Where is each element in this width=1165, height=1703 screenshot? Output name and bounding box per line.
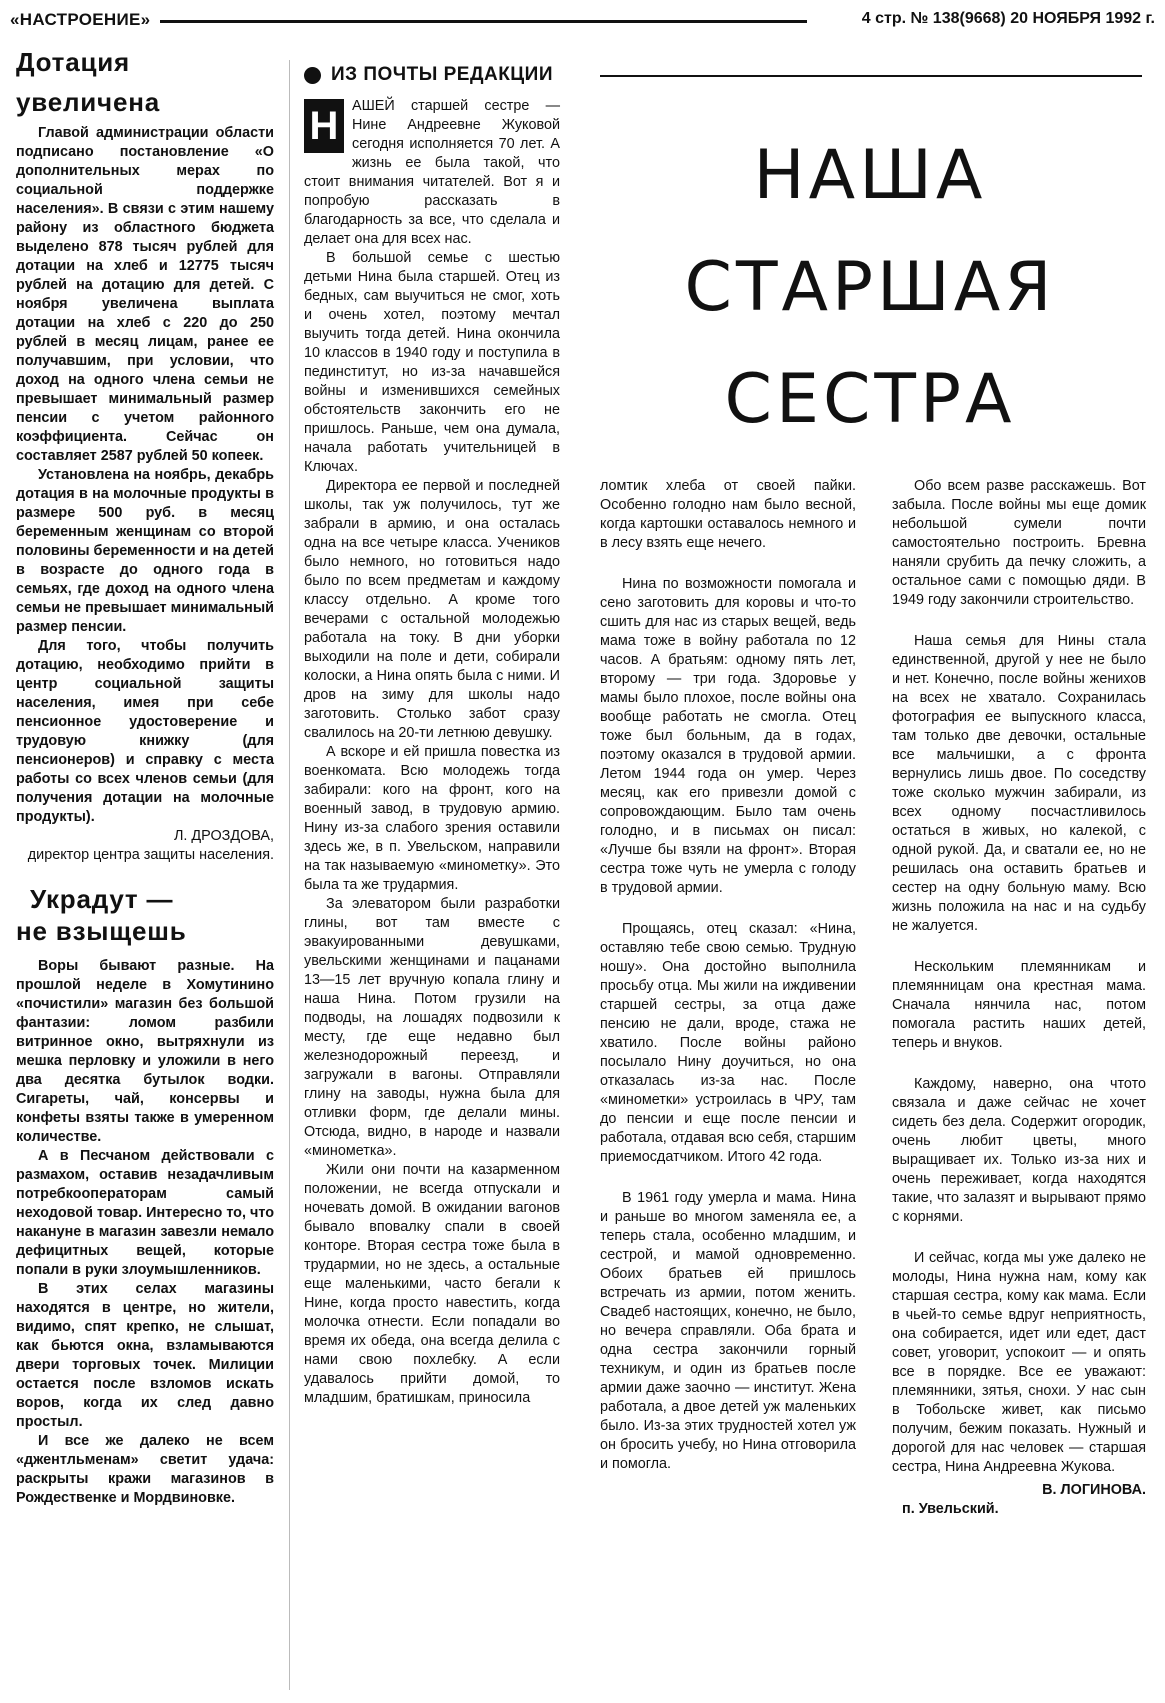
paragraph: Прощаясь, отец сказал: «Нина, оставляю тебе свою семью. Трудную ношу». Она достойно выполнила просьбу отца. Мы жили на иждивении старшей сестры, за отца даже пенсию не дали, вроде, стажа не хватило. После войны районо посылало Нину доучиться, но она отказалась из-за нас. После «минометки» устроилась в ЧРУ, там до пенсии и еще после пенсии и работала, отдавая всю себя, старшим приемосдатчиком. Итого 42 года. xyxy=(600,921,856,1165)
section-label: ИЗ ПОЧТЫ РЕДАКЦИИ xyxy=(331,64,553,85)
paragraph xyxy=(304,97,560,249)
article-title-sestra xyxy=(600,120,1140,456)
paragraph: Установлена на ноябрь, декабрь дотация в на молочные продукты в размере 500 руб. в месяц беременным женщинам со второй половины беременности и на детей в возрасте до одного года в семьях, где доход на одного члена семьи не превышает минимальный размер пенсии. xyxy=(16,467,274,635)
paragraph: Директора ее первой и последней школы, так уж получилось, тут же забрали в армию, и она осталась одна на все четыре класса. Учеников было немного, но готовиться надо было по всем предметам и каждому классу отдельно. А кроме того вечерами с остальной молодежью работала на току. В дни уборки выходили на поле и дети, собирали колоски, а Нина опять была с ними. И дров на зиму для школы надо заготовить. Столько забот сразу свалилось на 20-ти летнюю девушку. xyxy=(304,478,560,741)
article-title-dotatsiya: Дотация увеличена xyxy=(16,47,160,117)
left-column xyxy=(16,42,274,1508)
title-line: не взыщешь xyxy=(16,916,187,946)
paragraph: Нина по возможности помогала и сено заготовить для коровы и что-то сшить для нас из старых вещей, ведь мама тоже в войну работала по 12 часов. А братьям: одному пять лет, второму — три года. Здоровье у мамы было плохое, после войны она вообще работать не смогла. Отец тоже был больным, да в годах, поэтому оказался в трудовой армии. Летом 1944 года он умер. Через месяц, как его привезли домой с сопровождающим. Было там очень голодно, и в письмах он писал: «Лучше бы взяли на фронт». Вторая сестра тоже чуть не умерла с голоду в трудовой армии. xyxy=(600,576,856,896)
drop-cap: Н xyxy=(304,99,344,153)
paragraph: Наша семья для Нины стала единственной, другой у нее не было и нет. Конечно, после войны женихов на всех не хватало. Сохранилась фотография ее выпускного класса, там только две девочки, остальные все мальчишки, а с фронта вернулись лишь двое. По соседству тоже сколько мужчин забирали, из всех одному посчастливилось остаться в живых, но калекой, с одной рукой. Да, и сватали ее, но не решилась она оставить братьев и сестер на одну больную маму. Всю жизнь положила на нас и на судьбу не жалуется. xyxy=(892,633,1146,934)
paragraph: Для того, чтобы получить дотацию, необходимо прийти в центр социальной защиты населения, имея при себе пенсионное удостоверение и трудовую книжку (для пенсионеров) и справку с места работы со всех членов семьи (для получения дотации на молочные продукты). xyxy=(16,638,274,825)
paragraph: И сейчас, когда мы уже далеко не молоды, Нина нужна нам, кому как старшая сестра, кому как мама. Если в чьей-то семье вдруг неприятность, она собирается, идет или едет, даст совет, уговорит, успокоит — и опять все в порядке. Все ее уважают: племянники, зятья, снохи. У нас сын в Тобольске живет, как письмо получим, бежим показать. Нужный и дорогой для нас человек — старшая сестра, Нина Андреевна Жукова. xyxy=(892,1250,1146,1475)
signature-name: В. ЛОГИНОВА. xyxy=(1042,1482,1146,1498)
paragraph: ломтик хлеба от своей пайки. Особенно голодно нам было весной, когда картошки оставалось немного и в лесу взять еще нечего. xyxy=(600,478,856,551)
paragraph: Обо всем разве расскажешь. Вот забыла. После войны мы еще домик небольшой сумели почти самостоятельно построить. Бревна наняли срубить да печку сложить, а остальное сами с помощью дяди. В 1949 году закончили строительство. xyxy=(892,478,1146,608)
sestra-column-3 xyxy=(892,477,1146,1519)
signature-place: п. Увельский. xyxy=(902,1501,999,1517)
paragraph: В 1961 году умерла и мама. Нина и раньше во многом заменяла ее, а теперь стала, особенно младшим, и сестрой, и мамой одновременно. Обоих братьев ей пришлось встречать из армии, потом женить. Свадеб настоящих, конечно, не было, но вечера справляли. Оба брата и одна сестра закончили горный техникум, и один из братьев после армии даже заочно — институт. Жена работала, а двое детей уж маленьких было. Из-за этих трудностей хотел уж он бросить учебу, но Нина отговорила и помогла. xyxy=(600,1190,856,1472)
signature-role: директор центра защиты населения. xyxy=(27,847,274,863)
signature-name: Л. ДРОЗДОВА, xyxy=(173,828,274,844)
sestra-column-1 xyxy=(304,97,560,1408)
masthead xyxy=(10,10,1155,32)
title-line: Украдут — xyxy=(30,884,174,914)
title-line: СТАРШАЯ xyxy=(684,248,1056,327)
paragraph: Воры бывают разные. На прошлой неделе в Хомутинино «почистили» магазин без большой фантазии: ломом разбили витринное окно, вытряхнули из мешка перловку и уложили в него два десятка бутылок водки. Сигареты, чай, консервы и конфеты взяты также в умеренном количестве. xyxy=(16,958,274,1145)
paragraph: Главой администрации области подписано постановление «О дополнительных мерах по социальной поддержке населения». В связи с этим нашему району из областного бюджета выделено 878 тысяч рублей для дотации на хлеб и 12775 тысяч рублей на дотацию для детей. С ноября увеличена выплата дотации на хлеб с 220 до 250 рублей в месяц лицам, ранее ее получавшим, при условии, что доход на одного члена семьи не превышает минимальный размер пенсии с учетом районного коэффициента. Сейчас он составляет 2587 рублей 50 копеек. xyxy=(16,125,274,464)
paragraph: Каждому, наверно, она чтото связала и даже сейчас не хочет сидеть без дела. Содержит огородик, очень любит цветы, много выращивает их. Только из-за них и очень переживает, когда находятся такие, что залазят и вырывают прямо с корнями. xyxy=(892,1076,1146,1225)
paragraph: В этих селах магазины находятся в центре, но жители, видимо, спят крепко, не слышат, как бьются окна, взламываются двери торговых точек. Милиции остается после взломов искать воров, когда их след давно простыл. xyxy=(16,1281,274,1430)
paragraph-text: АШЕЙ старшей сестре — Нине Андреевне Жуковой сегодня исполняется 70 лет. А жизнь ее была такой, что стоит внимания читателей. Вот я и попробую рассказать в благодарность за все, что сделала и делает она для всех нас. xyxy=(304,98,560,247)
paragraph: В большой семье с шестью детьми Нина была старшей. Отец из бедных, сам выучиться не смог, хоть и очень хотел, поэтому мечтал выучить тогда детей. Нина окончила 10 классов в 1940 году и поступила в пединститут, но из-за начавшейся войны и изменившихся семейных обстоятельств закончить его не пришлось. Раньше, чем она думала, начала работать учительницей в Ключах. xyxy=(304,250,560,475)
paragraph: За элеватором были разработки глины, вот там вместе с эвакуированными девушками, увельскими женщинами и пацанами 13—15 лет вручную копала глину и наша Нина. Потом грузили на подводы, на лошадях подвозили к месту, где еще недавно был железнодорожный переезд, и загружали в вагоны. Отправляли глину на заводы, нужна была для отливки форм, где делали мины. Отсюда, видно, в народе и назвали «минометка». xyxy=(304,896,560,1159)
title-line: НАША xyxy=(753,136,987,215)
paragraph: А в Песчаном действовали с размахом, оставив незадачливым потребкооператорам самый неходовой товар. Интересно то, что накануне в магазин завезли немало дефицитных вещей, которые попали в руки злоумышленников. xyxy=(16,1148,274,1278)
paragraph: Нескольким племянникам и племянницам она крестная мама. Сначала нянчила нас, потом помогала растить наших детей, теперь и внуков. xyxy=(892,959,1146,1051)
article-title-ukradut xyxy=(16,883,274,947)
issue-info: 4 стр. № 138(9668) 20 НОЯБРЯ 1992 г. xyxy=(861,10,1155,27)
masthead-rule xyxy=(160,20,807,23)
paragraph: Жили они почти на казарменном положении, не всегда отпускали и ночевать домой. В ожидании вагонов бывало вповалку спали в своей конторе. Вторая сестра тоже была в трудармии, но не здесь, а остальные еще маленькими, часто бегали к Нине, когда просто навестить, когда молочка отнести. Если попадали во время их обеда, она всегда делила с нами свою похлебку. А если удавалось прийти домой, то младшим, братишкам, приносила xyxy=(304,1162,560,1406)
section-rule xyxy=(600,75,1142,77)
newspaper-name: «НАСТРОЕНИЕ» xyxy=(10,10,151,29)
section-header xyxy=(304,64,1142,90)
paragraph: И все же далеко не всем «джентльменам» светит удача: раскрыты кражи магазинов в Рождественке и Мордвиновке. xyxy=(16,1433,274,1506)
bullet-icon xyxy=(304,67,321,84)
column-divider xyxy=(289,60,290,1690)
title-line: СЕСТРА xyxy=(724,360,1016,439)
article-body-dotatsiya xyxy=(16,124,274,827)
paragraph: А вскоре и ей пришла повестка из военкомата. Всю молодежь тогда забирали: кого на фронт, кого на военный завод, в трудовую армию. Нину из-за слабого зрения оставили здесь же, в п. Увельском, направили на так называемую «минометку». Это была та же трудармия. xyxy=(304,744,560,893)
sestra-column-2 xyxy=(600,477,856,1474)
article-body-ukradut xyxy=(16,957,274,1508)
